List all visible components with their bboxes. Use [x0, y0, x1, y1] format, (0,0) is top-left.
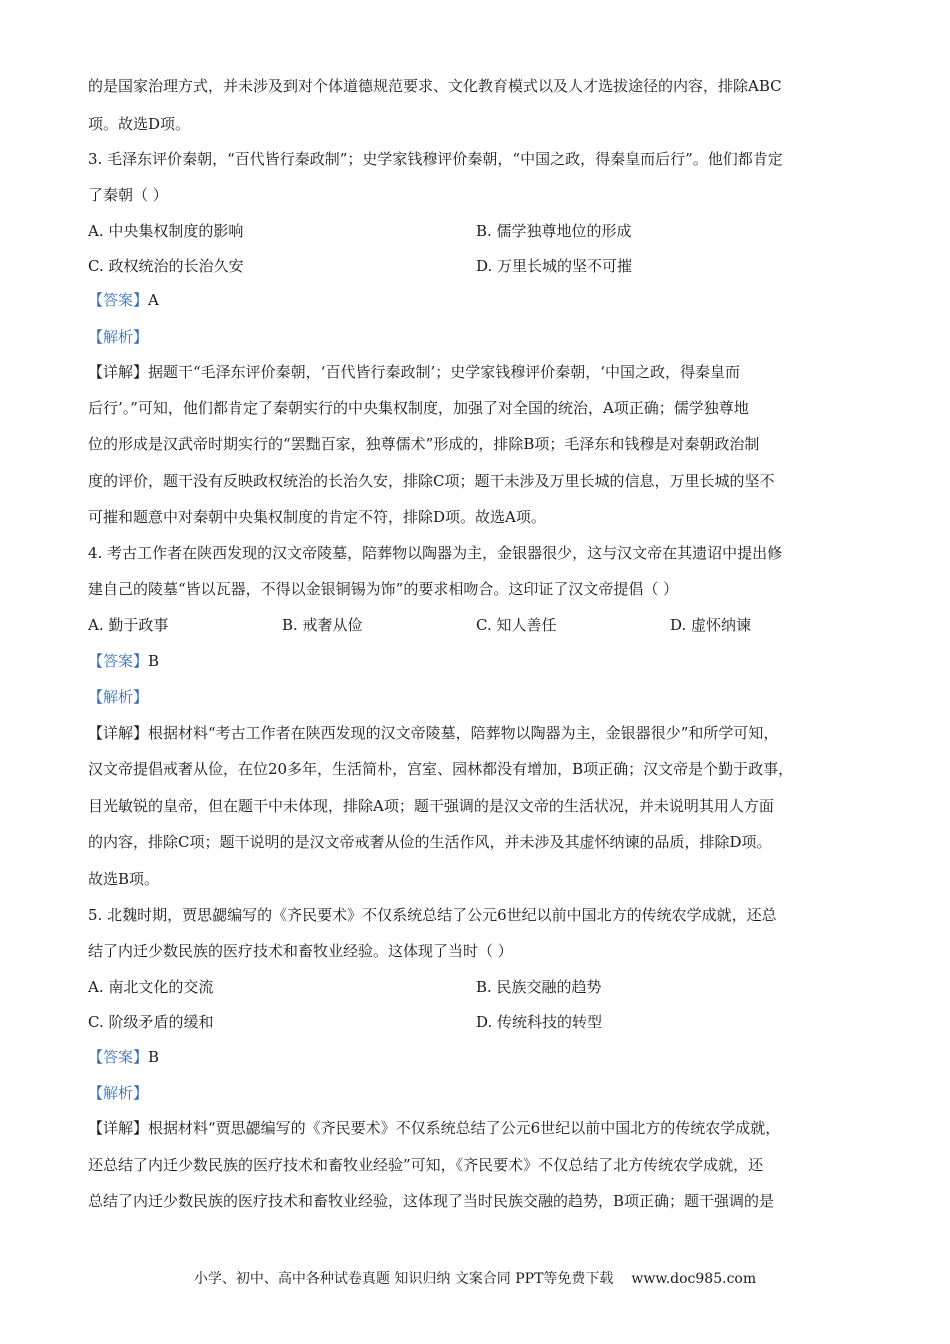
q5-detail-line: 还总结了内迁少数民族的医疗技术和畜牧业经验”可知，《齐民要术》不仅总结了北方传统农学成就，还	[88, 1156, 764, 1174]
q5-detail-line: 【详解】根据材料“贾思勰编写的《齐民要术》不仅系统总结了公元6世纪以前中国北方的传统农学成就，	[88, 1119, 781, 1137]
detail-label: 【详解】	[88, 724, 149, 742]
q3-stem: 了秦朝（ ）	[88, 186, 168, 204]
q5-answer	[88, 1047, 159, 1067]
q3-option-a: A. 中央集权制度的影响	[88, 222, 244, 240]
answer-value: B	[148, 1048, 160, 1066]
q5-option-c: C. 阶级矛盾的缓和	[88, 1013, 214, 1031]
q5-option-a: A. 南北文化的交流	[88, 978, 214, 996]
q3-option-b: B. 儒学独尊地位的形成	[476, 222, 632, 240]
q5-stem: 5. 北魏时期，贾思勰编写的《齐民要术》不仅系统总结了公元6世纪以前中国北方的传统农学成就，还总	[88, 906, 777, 924]
q3-detail-line: 【详解】据题干“毛泽东评价秦朝，‘百代皆行秦政制’；史学家钱穆评价秦朝，‘中国之政，得秦皇而	[88, 363, 740, 381]
footer-url[interactable]: www.doc985.com	[631, 1271, 757, 1287]
continuation-line: 的是国家治理方式，并未涉及到对个体道德规范要求、文化教育模式以及人才选拔途径的内容，排除ABC	[88, 77, 782, 95]
q3-detail-line: 可摧和题意中对秦朝中央集权制度的肯定不符，排除D项。故选A项。	[88, 508, 546, 526]
detail-label: 【详解】	[88, 363, 149, 381]
q4-option-b: B. 戒奢从俭	[282, 616, 363, 634]
q4-detail-line: 的内容，排除C项；题干说明的是汉文帝戒奢从俭的生活作风，并未涉及其虚怀纳谏的品质，排除D项。	[88, 833, 772, 851]
answer-value: B	[148, 652, 160, 670]
q5-stem: 结了内迁少数民族的医疗技术和畜牧业经验。这体现了当时（ ）	[88, 942, 513, 960]
q4-detail-line: 目光敏锐的皇帝，但在题干中未体现，排除A项；题干强调的是汉文帝的生活状况，并未说明其用人方面	[88, 797, 774, 815]
q4-option-c: C. 知人善任	[476, 616, 557, 634]
q3-detail-line: 位的形成是汉武帝时期实行的“罢黜百家，独尊儒术”形成的，排除B项；毛泽东和钱穆是对秦朝政治制	[88, 435, 760, 453]
q3-stem: 3. 毛泽东评价秦朝，“百代皆行秦政制”；史学家钱穆评价秦朝，“中国之政，得秦皇而后行”。他们都肯定	[88, 150, 783, 168]
q4-option-d: D. 虚怀纳谏	[670, 616, 752, 634]
q4-answer	[88, 651, 159, 671]
q3-option-d: D. 万里长城的坚不可摧	[476, 257, 633, 275]
q4-option-a: A. 勤于政事	[88, 616, 169, 634]
q3-detail-line: 度的评价，题干没有反映政权统治的长治久安，排除C项；题干未涉及万里长城的信息，万里长城的坚不	[88, 472, 775, 490]
answer-label: 【答案】	[88, 291, 149, 309]
q4-detail-line: 汉文帝提倡戒奢从俭，在位20多年，生活简朴，宫室、园林都没有增加，B项正确；汉文帝是个勤于政事，	[88, 760, 794, 778]
q4-stem: 建自己的陵墓“皆以瓦器，不得以金银铜锡为饰”的要求相吻合。这印证了汉文帝提倡（ ）	[88, 580, 679, 598]
detail-label: 【详解】	[88, 1119, 149, 1137]
q5-option-d: D. 传统科技的转型	[476, 1013, 603, 1031]
answer-value: A	[148, 291, 159, 309]
q3-detail-line: 后行’。”可知，他们都肯定了秦朝实行的中央集权制度，加强了对全国的统治，A项正确；儒学独尊地	[88, 399, 749, 417]
answer-label: 【答案】	[88, 1048, 149, 1066]
q3-analysis-label: 【解析】	[88, 328, 149, 346]
q4-analysis-label: 【解析】	[88, 688, 149, 706]
q3-answer	[88, 290, 159, 310]
q5-detail-line: 总结了内迁少数民族的医疗技术和畜牧业经验，这体现了当时民族交融的趋势，B项正确；题干强调的是	[88, 1192, 775, 1210]
answer-label: 【答案】	[88, 652, 149, 670]
q5-analysis-label: 【解析】	[88, 1084, 149, 1102]
q3-option-c: C. 政权统治的长治久安	[88, 257, 244, 275]
footer-text: 小学、初中、高中各种试卷真题 知识归纳 文案合同 PPT等免费下载	[193, 1271, 614, 1287]
continuation-line: 项。故选D项。	[88, 115, 191, 133]
q4-detail-line: 故选B项。	[88, 870, 160, 888]
q4-stem: 4. 考古工作者在陕西发现的汉文帝陵墓，陪葬物以陶器为主，金银器很少，这与汉文帝在其遗诏中提出修	[88, 544, 783, 562]
q4-detail-line: 【详解】根据材料“考古工作者在陕西发现的汉文帝陵墓，陪葬物以陶器为主，金银器很少”和所学可知，	[88, 724, 779, 742]
q5-option-b: B. 民族交融的趋势	[476, 978, 602, 996]
page-footer	[0, 1268, 950, 1288]
